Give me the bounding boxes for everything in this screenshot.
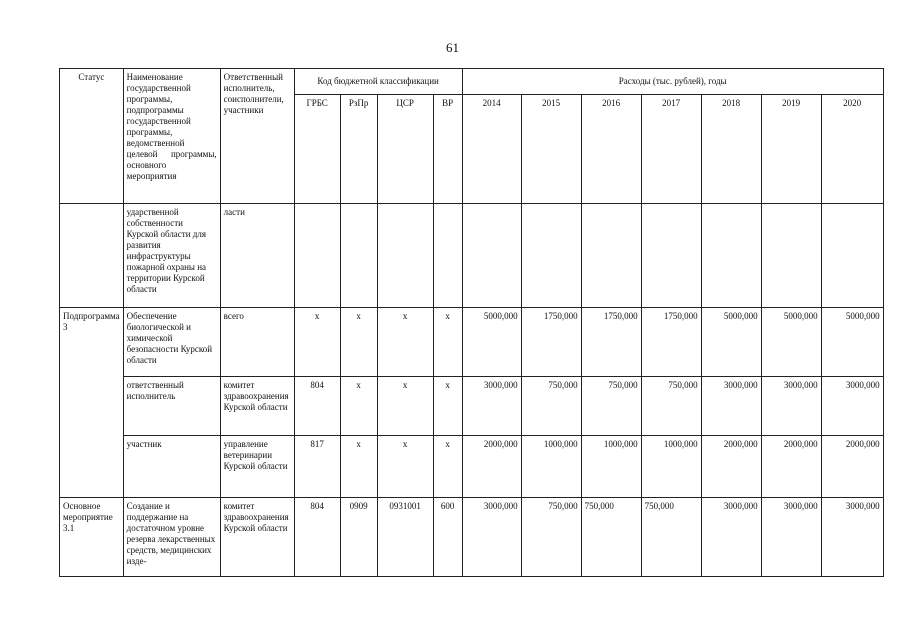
cell-name: Создание и поддержание на достаточном уровне резерва лекарственных средств, медицинских изде- xyxy=(123,498,220,577)
header-budget-code: Код бюджетной классификации xyxy=(294,69,462,95)
header-responsible: Ответственный исполнитель, соисполнители, участники xyxy=(220,69,294,204)
cell-value: 5000,000 xyxy=(821,308,883,377)
cell-rzpr: х xyxy=(340,308,377,377)
cell-value: 750,000 xyxy=(581,498,641,577)
cell-status: Подпрограмма 3 xyxy=(60,308,124,498)
cell-responsible: комитет здравоохранения Курской области xyxy=(220,377,294,436)
cell-value: 1000,000 xyxy=(521,436,581,498)
table-row xyxy=(60,498,884,577)
cell-value: 750,000 xyxy=(581,377,641,436)
cell-value: 3000,000 xyxy=(821,498,883,577)
cell-value xyxy=(521,204,581,308)
table-row xyxy=(60,204,884,308)
cell-value: 750,000 xyxy=(641,498,701,577)
header-year: 2020 xyxy=(821,95,883,204)
table-row xyxy=(60,436,884,498)
cell-grbs: х xyxy=(294,308,340,377)
header-name: Наименование государственной программы, подпрограммы государственной программы, ведомственной целевой программы, основного мероприятия xyxy=(123,69,220,204)
cell-value: 1750,000 xyxy=(641,308,701,377)
header-csr: ЦСР xyxy=(377,95,433,204)
cell-value: 1750,000 xyxy=(581,308,641,377)
header-year: 2016 xyxy=(581,95,641,204)
cell-value: 3000,000 xyxy=(761,377,821,436)
cell-rzpr: 0909 xyxy=(340,498,377,577)
cell-csr: х xyxy=(377,377,433,436)
cell-csr: х xyxy=(377,436,433,498)
cell-grbs: 804 xyxy=(294,498,340,577)
cell-value: 2000,000 xyxy=(462,436,521,498)
cell-vr xyxy=(433,204,462,308)
cell-value: 750,000 xyxy=(521,498,581,577)
header-year: 2018 xyxy=(701,95,761,204)
header-grbs: ГРБС xyxy=(294,95,340,204)
cell-status xyxy=(60,204,124,308)
header-year: 2019 xyxy=(761,95,821,204)
cell-value: 3000,000 xyxy=(462,377,521,436)
cell-value: 2000,000 xyxy=(701,436,761,498)
header-rzpr: РзПр xyxy=(340,95,377,204)
cell-value xyxy=(581,204,641,308)
cell-value xyxy=(462,204,521,308)
cell-value: 750,000 xyxy=(521,377,581,436)
cell-name: ударственной собственности Курской области для развития инфраструктуры пожарной охраны на территории Курской области xyxy=(123,204,220,308)
cell-rzpr: х xyxy=(340,436,377,498)
cell-value: 5000,000 xyxy=(701,308,761,377)
cell-grbs: 804 xyxy=(294,377,340,436)
header-year: 2014 xyxy=(462,95,521,204)
cell-value xyxy=(761,204,821,308)
cell-csr: 0931001 xyxy=(377,498,433,577)
cell-value xyxy=(701,204,761,308)
cell-value: 1750,000 xyxy=(521,308,581,377)
cell-rzpr xyxy=(340,204,377,308)
cell-value: 5000,000 xyxy=(761,308,821,377)
cell-responsible: комитет здравоохранения Курской области xyxy=(220,498,294,577)
cell-value: 3000,000 xyxy=(821,377,883,436)
header-year: 2015 xyxy=(521,95,581,204)
cell-name: участник xyxy=(123,436,220,498)
page-number: 61 xyxy=(446,40,459,55)
cell-value: 750,000 xyxy=(641,377,701,436)
cell-status: Основное мероприятие 3.1 xyxy=(60,498,124,577)
cell-value: 1000,000 xyxy=(581,436,641,498)
cell-vr: 600 xyxy=(433,498,462,577)
cell-value: 3000,000 xyxy=(761,498,821,577)
cell-vr: х xyxy=(433,436,462,498)
cell-vr: х xyxy=(433,308,462,377)
table-row xyxy=(60,308,884,377)
header-expenses: Расходы (тыс. рублей), годы xyxy=(462,69,883,95)
budget-table xyxy=(59,68,884,577)
cell-responsible: всего xyxy=(220,308,294,377)
cell-responsible: ласти xyxy=(220,204,294,308)
cell-grbs: 817 xyxy=(294,436,340,498)
cell-csr: х xyxy=(377,308,433,377)
header-vr: ВР xyxy=(433,95,462,204)
cell-responsible: управление ветеринарии Курской области xyxy=(220,436,294,498)
cell-value: 3000,000 xyxy=(462,498,521,577)
cell-grbs xyxy=(294,204,340,308)
header-status: Статус xyxy=(60,69,124,204)
cell-value: 2000,000 xyxy=(761,436,821,498)
table-row xyxy=(60,377,884,436)
cell-name: Обеспечение биологической и химической безопасности Курской области xyxy=(123,308,220,377)
cell-value xyxy=(821,204,883,308)
cell-value xyxy=(641,204,701,308)
cell-csr xyxy=(377,204,433,308)
cell-value: 3000,000 xyxy=(701,377,761,436)
header-year: 2017 xyxy=(641,95,701,204)
cell-value: 1000,000 xyxy=(641,436,701,498)
cell-vr: х xyxy=(433,377,462,436)
cell-value: 3000,000 xyxy=(701,498,761,577)
cell-value: 5000,000 xyxy=(462,308,521,377)
cell-name: ответственный исполнитель xyxy=(123,377,220,436)
cell-value: 2000,000 xyxy=(821,436,883,498)
cell-rzpr: х xyxy=(340,377,377,436)
